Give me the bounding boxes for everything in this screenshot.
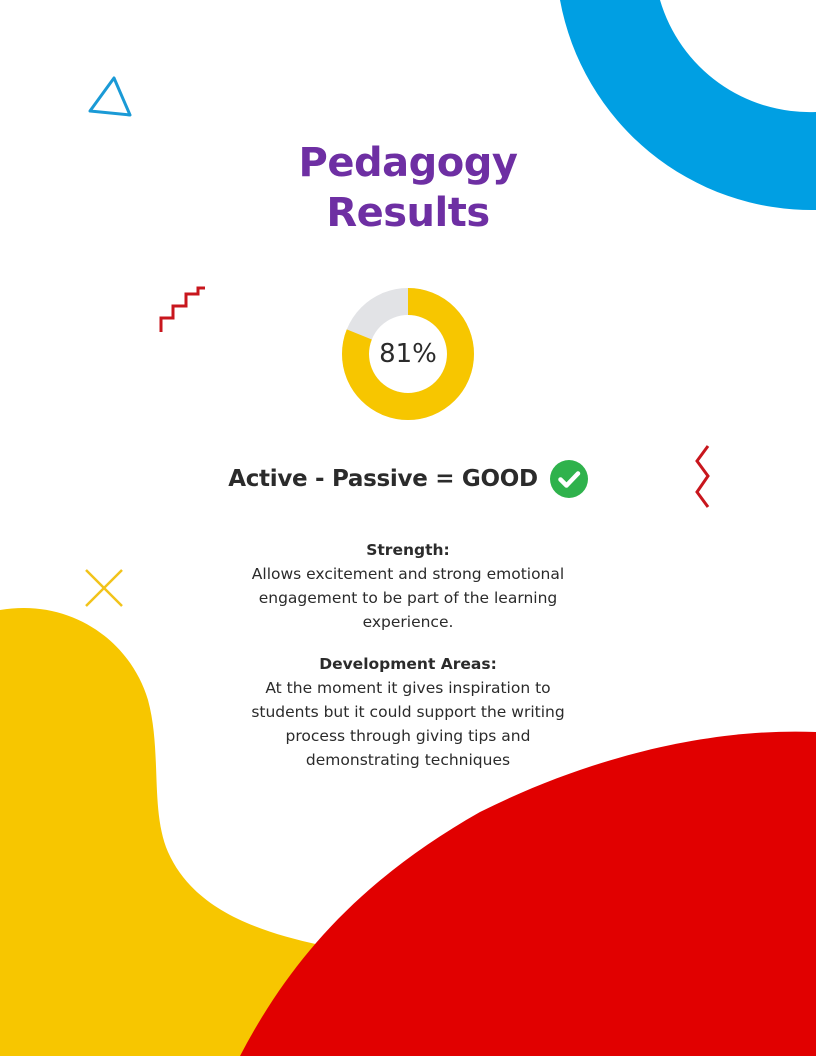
red-blob-shape	[240, 732, 816, 1056]
verdict-row	[0, 458, 816, 500]
strength-line: engagement to be part of the learning	[258, 589, 558, 607]
strength-line: Allows excitement and strong emotional	[251, 565, 565, 583]
development-line: process through giving tips and	[285, 727, 531, 745]
verdict-text: Active - Passive = GOOD	[228, 466, 538, 492]
check-circle-icon	[550, 460, 588, 498]
strength-section	[208, 538, 608, 634]
page-title	[0, 138, 816, 238]
title-line-2: Results	[326, 190, 490, 236]
triangle-outline-icon	[90, 78, 130, 115]
strength-heading: Strength:	[366, 541, 450, 559]
development-line: At the moment it gives inspiration to	[265, 679, 551, 697]
result-donut-chart	[342, 288, 474, 420]
development-line: demonstrating techniques	[305, 751, 511, 769]
development-section	[208, 652, 608, 772]
development-line: students but it could support the writing	[251, 703, 565, 721]
development-heading: Development Areas:	[319, 655, 497, 673]
donut-percent-label: 81%	[379, 339, 437, 369]
title-line-1: Pedagogy	[298, 140, 518, 186]
cross-x-icon	[86, 570, 122, 606]
stairs-zigzag-icon	[161, 288, 205, 332]
strength-line: experience.	[362, 613, 454, 631]
